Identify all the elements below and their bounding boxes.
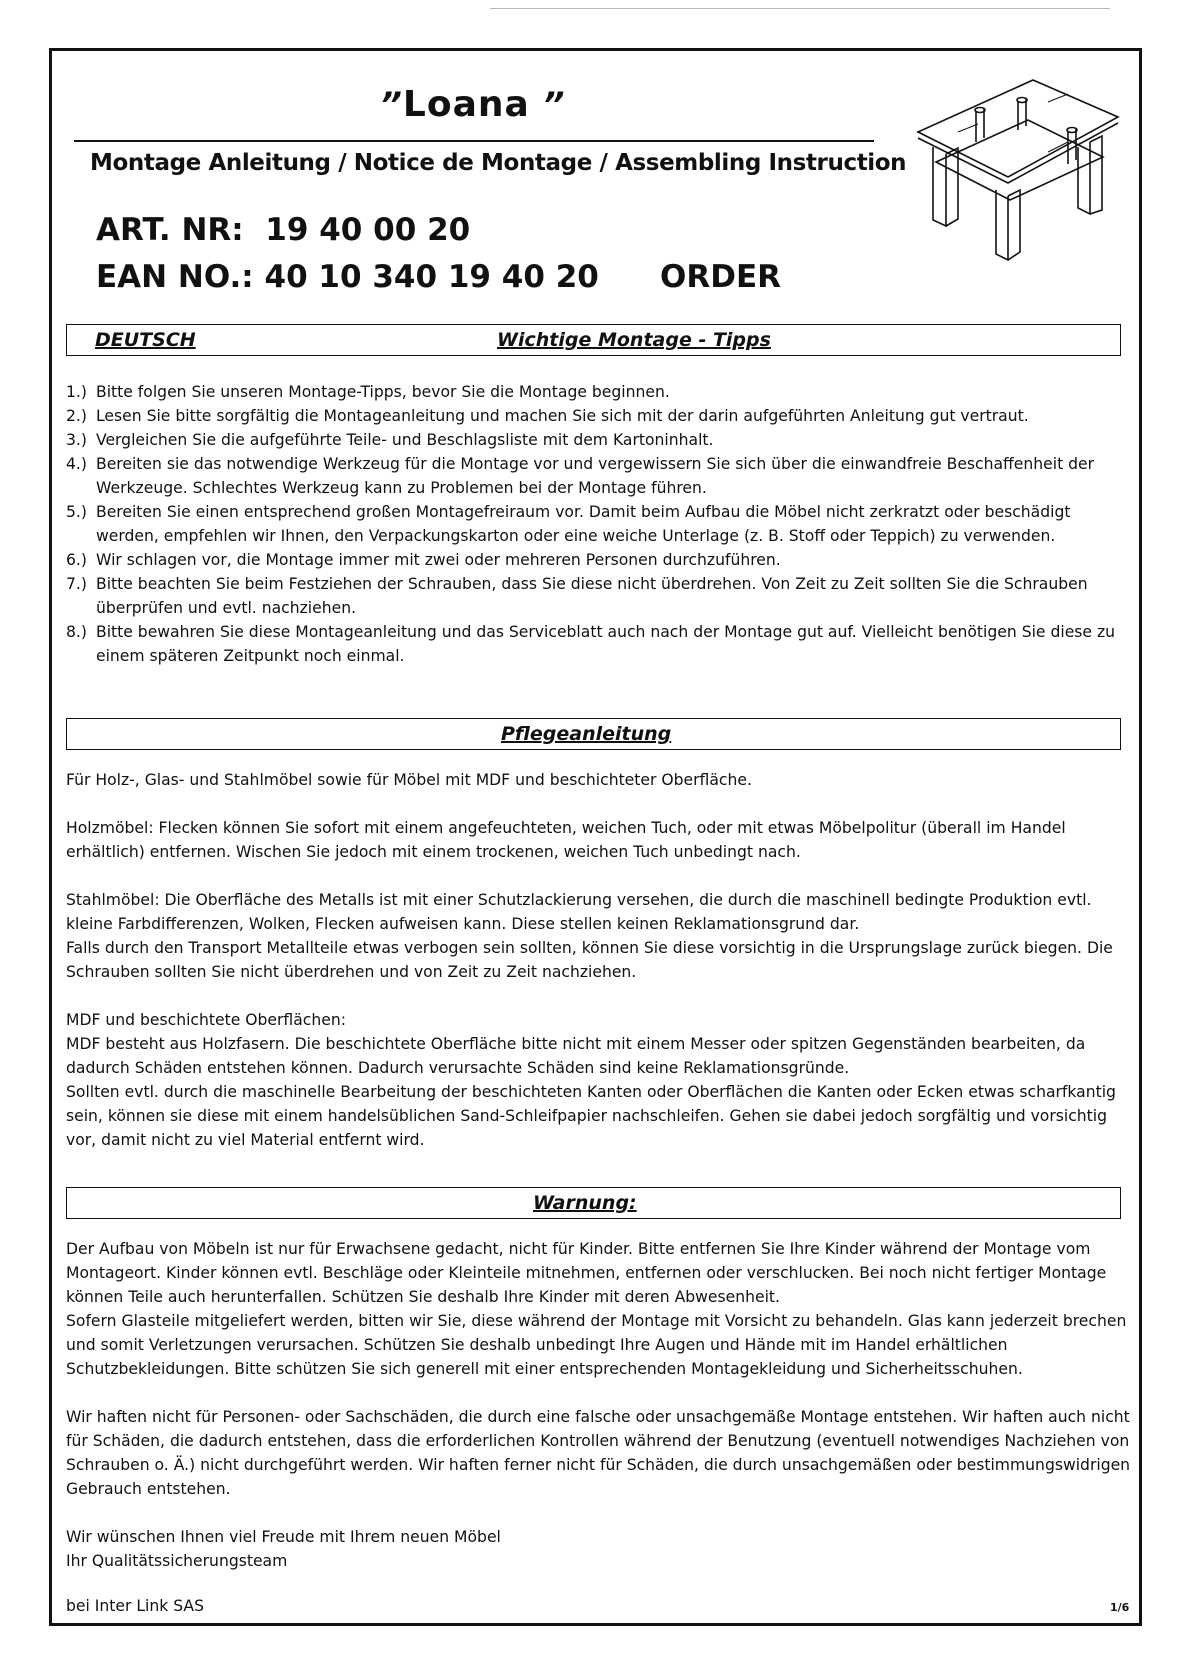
care-intro: Für Holz-, Glas- und Stahlmöbel sowie für Möbel mit MDF und beschichteter Oberfläche. [66,771,752,789]
order-label: ORDER [660,259,782,295]
ean-value: 40 10 340 19 40 20 [264,259,599,295]
list-item [66,404,1136,428]
tips-list [66,380,1136,668]
list-number: 1.) [66,383,87,401]
warning-p2: Sofern Glasteile mitgeliefert werden, bitten wir Sie, diese während der Montage mit Vorsicht zu behandeln. Glas kann jederzeit brechen und somit Verletzungen verursachen. Schützen Sie deshalb unbedingt Ihre Augen und Hände mit im Handel erhältlichen Schutzbekleidungen. Bitte schützen Sie sich generell mit einer entsprechenden Montagekleidung und Sicherheitsschuhen. [66,1312,1127,1378]
care-heading: Pflegeanleitung [501,723,672,745]
page-number: 1/6 [1110,1601,1130,1614]
art-nr-line [96,212,470,248]
closing-line-1: Wir wünschen Ihnen viel Freude mit Ihrem neuen Möbel [66,1528,501,1546]
subtitle: Montage Anleitung / Notice de Montage / Assembling Instruction [90,150,907,176]
warning-heading: Warnung: [533,1192,637,1214]
list-item [66,620,1136,668]
care-text [66,768,1138,1152]
list-text: Bitte bewahren Sie diese Montageanleitung und das Serviceblatt auch nach der Montage gut auf. Vielleicht benötigen Sie diese zu einem späteren Zeitpunkt noch einmal. [96,623,1116,665]
title-rule [74,140,874,142]
list-item [66,428,1136,452]
ean-line [96,259,599,295]
coffee-table-illustration [898,72,1138,282]
list-number: 7.) [66,575,87,593]
warning-text [66,1237,1138,1573]
liability-text: Wir haften nicht für Personen- oder Sachschäden, die durch eine falsche oder unsachgemäße Montage entstehen. Wir haften auch nicht für Schäden, die dadurch entstehen, dass die erforderlichen Kontrollen während der Benutzung (eventuell notwendiges Nachziehen von Schrauben o. Ä.) nicht durchgeführt werden. Wir haften ferner nicht für Schäden, die durch unsachgemäßen oder bestimmungswidrigen Gebrauch entstehen. [66,1408,1131,1498]
list-number: 3.) [66,431,87,449]
list-item [66,548,1136,572]
care-steel-2: Falls durch den Transport Metallteile etwas verbogen sein sollten, können Sie diese vorsichtig in die Ursprungslage zurück biegen. Die Schrauben sollten Sie nicht überdrehen und von Zeit zu Zeit nachziehen. [66,939,1113,981]
list-number: 5.) [66,503,87,521]
open-quote: ” [380,85,403,125]
list-item [66,572,1136,620]
top-edge-line [490,8,1110,9]
care-steel-1: Stahlmöbel: Die Oberfläche des Metalls ist mit einer Schutzlackierung versehen, die durch die maschinell bedingte Produktion evtl. kleine Farbdifferenzen, Wolken, Flecken aufweisen kann. Diese stellen keinen Reklamationsgrund dar. [66,891,1092,933]
care-mdf-2: Sollten evtl. durch die maschinelle Bearbeitung der beschichteten Kanten oder Oberflächen die Kanten oder Ecken etwas scharfkantig sein, können sie diese mit einem handelsüblichen Sand-Schleifpapier nachschleifen. Gehen sie dabei jedoch sorgfältig und vorsichtig vor, damit nicht zu viel Material entfernt wird. [66,1083,1116,1149]
list-item [66,500,1136,548]
list-number: 8.) [66,623,87,641]
list-item [66,452,1136,500]
list-number: 2.) [66,407,87,425]
art-nr-value: 19 40 00 20 [265,212,471,248]
list-text: Vergleichen Sie die aufgeführte Teile- und Beschlagsliste mit dem Kartoninhalt. [96,431,714,449]
warning-section-bar [66,1187,1121,1219]
warning-p1: Der Aufbau von Möbeln ist nur für Erwachsene gedacht, nicht für Kinder. Bitte entfernen Sie Ihre Kinder während der Montage vom Montageort. Kinder können evtl. Beschläge oder Kleinteile mitnehmen, entfernen oder verschlucken. Bei noch nicht fertiger Montage können Teile auch herunterfallen. Schützen Sie deshalb Ihre Kinder mit deren Abwesenheit. [66,1240,1107,1306]
list-text: Bitte beachten Sie beim Festziehen der Schrauben, dass Sie diese nicht überdrehen. Von Zeit zu Zeit sollten Sie die Schrauben überprüfen und evtl. nachziehen. [96,575,1088,617]
care-section-bar [66,718,1121,750]
product-title-text: Loana [402,84,530,125]
footer-company: bei Inter Link SAS [66,1597,204,1615]
product-title [380,84,566,125]
list-item [66,380,1136,404]
list-text: Bereiten sie das notwendige Werkzeug für die Montage vor und vergewissern Sie sich über die einwandfreie Beschaffenheit der Werkzeuge. Schlechtes Werkzeug kann zu Problemen bei der Montage führen. [96,455,1095,497]
care-mdf-title: MDF und beschichtete Oberflächen: [66,1011,346,1029]
ean-label: EAN NO.: [96,259,254,295]
list-number: 6.) [66,551,87,569]
list-text: Bereiten Sie einen entsprechend großen Montagefreiraum vor. Damit beim Aufbau die Möbel nicht zerkratzt oder beschädigt werden, empfehlen wir Ihnen, den Verpackungskarton oder eine weiche Unterlage (z. B. Stoff oder Teppich) zu verwenden. [96,503,1071,545]
deutsch-label: DEUTSCH [95,329,196,351]
list-text: Bitte folgen Sie unseren Montage-Tipps, bevor Sie die Montage beginnen. [96,383,670,401]
list-text: Lesen Sie bitte sorgfältig die Montageanleitung und machen Sie sich mit der darin aufgeführten Anleitung gut vertraut. [96,407,1029,425]
closing-line-2: Ihr Qualitätssicherungsteam [66,1552,288,1570]
tips-heading: Wichtige Montage - Tipps [497,329,771,351]
care-wood: Holzmöbel: Flecken können Sie sofort mit einem angefeuchteten, weichen Tuch, oder mit etwas Möbelpolitur (überall im Handel erhältlich) entfernen. Wischen Sie jedoch mit einem trockenen, weichen Tuch unbedingt nach. [66,819,1066,861]
tips-section-bar [66,324,1121,356]
list-text: Wir schlagen vor, die Montage immer mit zwei oder mehreren Personen durchzuführen. [96,551,781,569]
care-mdf-1: MDF besteht aus Holzfasern. Die beschichtete Oberfläche bitte nicht mit einem Messer oder spitzen Gegenständen bearbeiten, da dadurch Schäden entstehen können. Dadurch verursachte Schäden sind keine Reklamationsgründe. [66,1035,1086,1077]
art-nr-label: ART. NR: [96,212,244,248]
close-quote: ” [529,85,566,125]
list-number: 4.) [66,455,87,473]
